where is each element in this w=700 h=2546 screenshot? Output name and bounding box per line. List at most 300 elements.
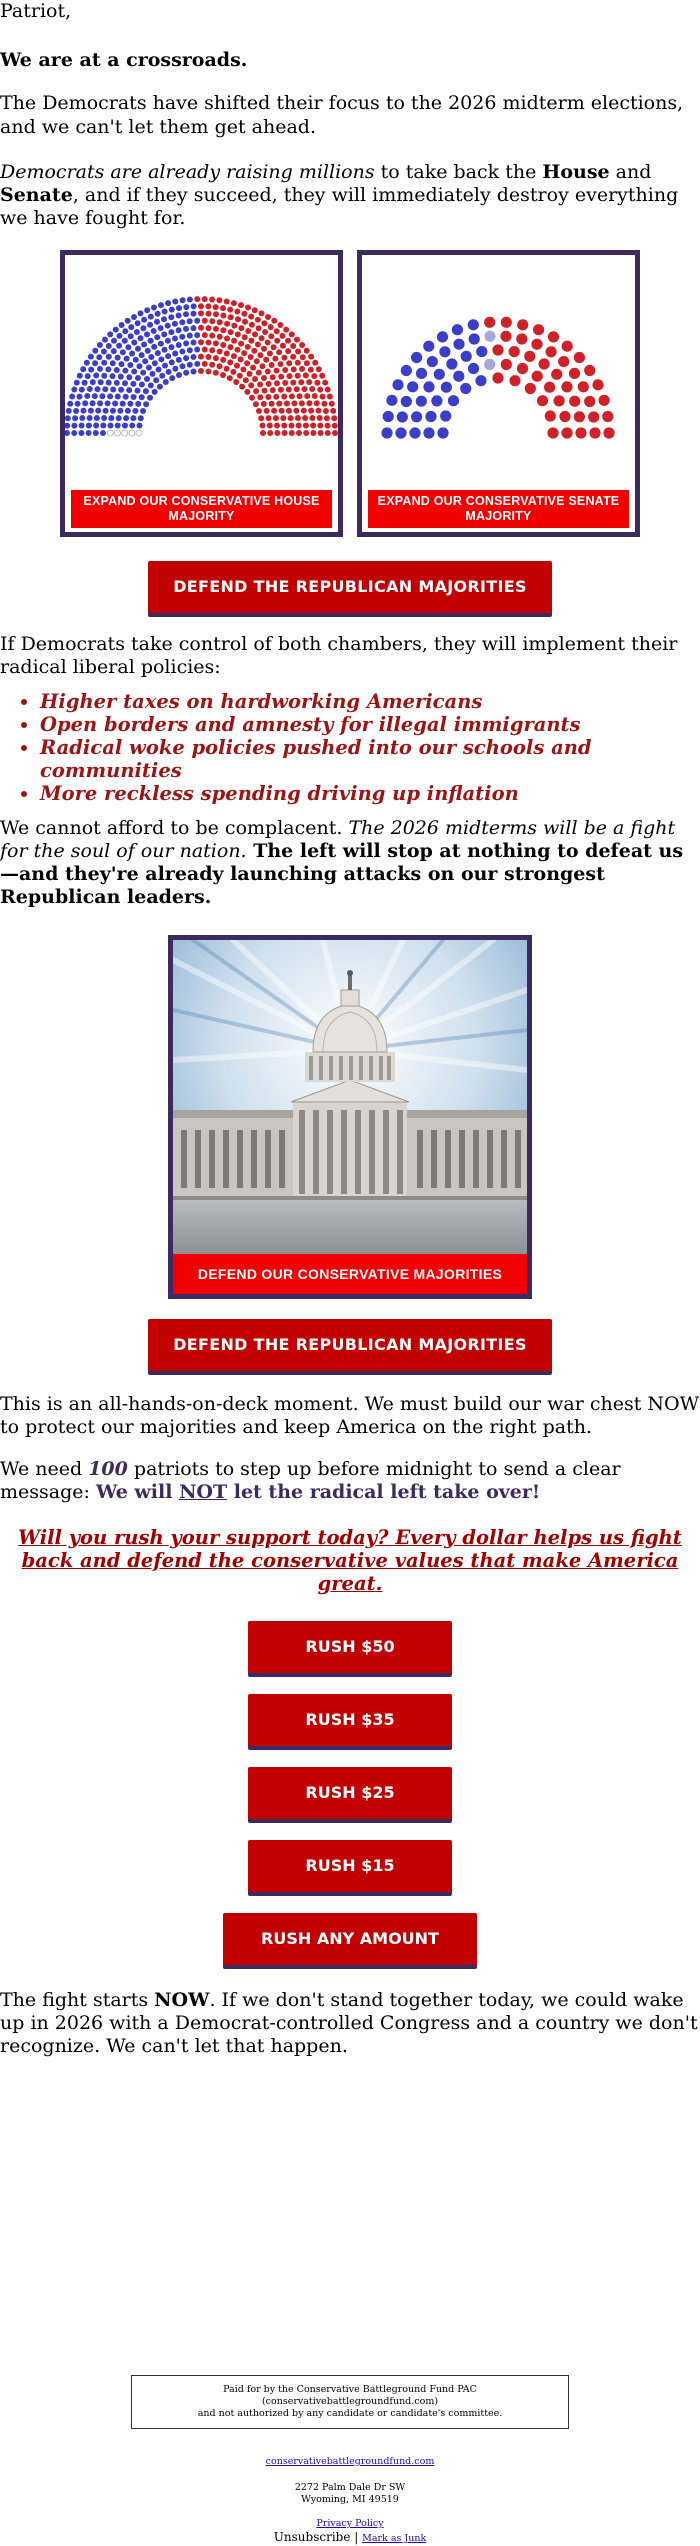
- seat-dot: [561, 428, 572, 439]
- seat-dot: [120, 349, 126, 355]
- seat-dot: [241, 311, 247, 317]
- house-banner[interactable]: EXPAND OUR CONSERVATIVE HOUSE MAJORITY: [71, 490, 332, 528]
- seat-dot: [317, 423, 323, 429]
- seat-dot: [321, 401, 327, 407]
- seat-dot: [172, 336, 178, 342]
- list-item: • More reckless spending driving up inflation: [40, 782, 700, 805]
- seat-dot: [282, 367, 288, 373]
- seat-dot: [274, 338, 280, 344]
- seat-dot: [82, 380, 88, 386]
- seat-dot: [88, 367, 94, 373]
- seat-dot: [282, 430, 288, 436]
- shift-paragraph: The Democrats have shifted their focus to the 2026 midterm elections, and we can't let them get ahead.: [0, 92, 684, 138]
- seat-dot: [115, 394, 121, 400]
- seat-dot: [228, 329, 234, 335]
- seat-dot: [85, 373, 91, 379]
- seat-dot: [231, 353, 237, 359]
- website-link[interactable]: conservativebattlegroundfund.com: [265, 2456, 435, 2467]
- seat-dot: [84, 393, 90, 399]
- seat-dot: [92, 393, 98, 399]
- seat-dot: [165, 300, 171, 306]
- capitol-photo-card[interactable]: [168, 935, 532, 1299]
- seat-dot: [278, 374, 284, 380]
- seat-dot: [98, 380, 104, 386]
- seat-dot: [312, 360, 318, 366]
- seat-dot: [256, 325, 262, 331]
- seat-dot: [112, 401, 118, 407]
- seat-dot: [106, 343, 112, 349]
- seat-dot: [124, 356, 130, 362]
- seat-dot: [603, 428, 614, 439]
- seat-dot: [93, 373, 99, 379]
- seat-dot: [187, 333, 193, 339]
- seat-dot: [88, 354, 94, 360]
- seat-dot: [148, 314, 154, 320]
- seat-dot: [302, 415, 308, 421]
- seat-dot: [122, 430, 128, 436]
- seat-dot: [289, 423, 295, 429]
- seat-dot: [137, 363, 143, 369]
- seat-dot: [302, 386, 308, 392]
- seat-dot: [213, 312, 219, 318]
- seat-dot: [187, 347, 193, 353]
- seat-dot: [151, 328, 157, 334]
- seat-dot: [80, 366, 86, 372]
- seat-dot: [151, 344, 157, 350]
- seat-dot: [115, 355, 121, 361]
- seat-dot: [148, 354, 154, 360]
- seat-dot: [209, 333, 215, 339]
- seat-dot: [213, 326, 219, 332]
- seat-dot: [202, 361, 208, 367]
- seat-dot: [71, 387, 77, 393]
- seat-dot: [569, 368, 580, 379]
- seat-dot: [122, 329, 128, 335]
- seat-dot: [73, 408, 79, 414]
- seat-dot: [169, 344, 175, 350]
- seat-dot: [289, 332, 295, 338]
- seat-dot: [183, 304, 189, 310]
- seat-dot: [116, 415, 122, 421]
- seat-dot: [238, 357, 244, 363]
- seat-dot: [270, 387, 276, 393]
- seat-dot: [158, 302, 164, 308]
- seat-dot: [227, 375, 233, 381]
- seat-dot: [220, 357, 226, 363]
- senate-banner[interactable]: EXPAND OUR CONSERVATIVE SENATE MAJORITY: [368, 490, 629, 528]
- seat-dot: [253, 388, 259, 394]
- seat-dot: [87, 415, 93, 421]
- seat-dot: [290, 354, 296, 360]
- seat-dot: [539, 359, 550, 370]
- seat-dot: [216, 298, 222, 304]
- mark-as-junk-link[interactable]: Mark as Junk: [362, 2532, 427, 2544]
- house-chart-card[interactable]: [60, 250, 343, 537]
- seat-dot: [308, 408, 314, 414]
- seat-dot: [129, 423, 135, 429]
- seat-dot: [319, 373, 325, 379]
- seat-dot: [161, 317, 167, 323]
- seat-dot: [114, 367, 120, 373]
- seat-dot: [303, 423, 309, 429]
- seat-dot: [135, 375, 141, 381]
- seat-dot: [309, 415, 315, 421]
- seat-dot: [231, 338, 237, 344]
- seat-dot: [562, 341, 573, 352]
- seat-dot: [492, 345, 503, 356]
- seat-dot: [299, 366, 305, 372]
- seat-dot: [310, 430, 316, 436]
- seat-dot: [224, 366, 230, 372]
- rush-50-button[interactable]: RUSH $50: [248, 1621, 452, 1673]
- seat-dot: [108, 423, 114, 429]
- seat-dot: [261, 375, 267, 381]
- seat-dot: [273, 415, 279, 421]
- seat-dot: [198, 311, 204, 317]
- seat-dot: [281, 423, 287, 429]
- defend-majorities-button[interactable]: DEFEND THE REPUBLICAN MAJORITIES: [148, 561, 552, 613]
- seat-dot: [115, 423, 121, 429]
- seat-dot: [265, 340, 271, 346]
- seat-dot: [143, 401, 149, 407]
- seat-dot: [90, 401, 96, 407]
- seat-dot: [191, 354, 197, 360]
- seat-dot: [330, 408, 336, 414]
- seat-dot: [547, 428, 558, 439]
- seat-dot: [574, 352, 585, 363]
- seat-dot: [295, 360, 301, 366]
- seat-dot: [322, 380, 328, 386]
- seat-dot: [107, 430, 113, 436]
- seat-dot: [198, 368, 204, 374]
- seat-dot: [296, 423, 302, 429]
- radical-paragraph: If Democrats take control of both chambers, they will implement their radical liberal policies:: [0, 633, 678, 679]
- list-item: • Open borders and amnesty for illegal immigrants: [40, 713, 700, 736]
- seat-dot: [176, 305, 182, 311]
- seat-dot: [440, 411, 451, 422]
- seat-dot: [141, 342, 147, 348]
- seat-dot: [265, 394, 271, 400]
- seat-dot: [308, 367, 314, 373]
- seat-dot: [303, 430, 309, 436]
- seat-dot: [183, 370, 189, 376]
- seat-dot: [602, 411, 613, 422]
- seat-dot: [172, 351, 178, 357]
- seat-dot: [230, 369, 236, 375]
- seat-dot: [439, 346, 450, 357]
- seat-dot: [381, 428, 392, 439]
- seat-dot: [140, 325, 146, 331]
- seat-dot: [306, 379, 312, 385]
- seat-dot: [168, 314, 174, 320]
- seat-dot: [139, 382, 145, 388]
- seat-dot: [82, 401, 88, 407]
- seat-dot: [198, 354, 204, 360]
- seat-dot: [299, 401, 305, 407]
- seat-dot: [123, 394, 129, 400]
- seat-dot: [517, 363, 528, 374]
- seat-dot: [130, 381, 136, 387]
- seat-dot: [548, 332, 559, 343]
- seat-dot: [267, 351, 273, 357]
- seat-dot: [139, 352, 145, 358]
- seat-dot: [114, 430, 120, 436]
- seat-dot: [237, 373, 243, 379]
- seat-dot: [392, 379, 403, 390]
- seat-dot: [509, 346, 520, 357]
- seat-dot: [231, 300, 237, 306]
- seat-dot: [476, 346, 487, 357]
- seat-dot: [290, 343, 296, 349]
- seat-dot: [248, 314, 254, 320]
- seat-dot: [153, 378, 159, 384]
- seat-dot: [255, 342, 261, 348]
- seat-dot: [301, 408, 307, 414]
- seat-dot: [261, 401, 267, 407]
- seat-dot: [191, 304, 197, 310]
- seat-dot: [253, 401, 259, 407]
- seat-dot: [272, 356, 278, 362]
- seat-dot: [274, 381, 280, 387]
- seat-dot: [468, 319, 479, 330]
- seat-dot: [431, 396, 442, 407]
- seat-dot: [105, 401, 111, 407]
- seat-dot: [147, 395, 153, 401]
- seat-dot: [271, 344, 277, 350]
- seat-dot: [544, 382, 555, 393]
- seat-dot: [241, 350, 247, 356]
- seat-dot: [416, 368, 427, 379]
- seat-dot: [248, 338, 254, 344]
- seat-dot: [281, 394, 287, 400]
- seat-dot: [325, 430, 331, 436]
- seat-dot: [129, 351, 135, 357]
- seat-dot: [318, 430, 324, 436]
- seat-dot: [285, 348, 291, 354]
- seat-dot: [154, 335, 160, 341]
- seat-dot: [280, 343, 286, 349]
- seat-dot: [533, 324, 544, 335]
- seat-dot: [289, 430, 295, 436]
- seat-dot: [238, 341, 244, 347]
- photo-banner[interactable]: DEFEND OUR CONSERVATIVE MAJORITIES: [173, 1254, 527, 1294]
- seat-dot: [584, 365, 595, 376]
- seat-dot: [588, 412, 599, 423]
- seat-dot: [118, 387, 124, 393]
- seat-dot: [317, 415, 323, 421]
- rush-35-button[interactable]: RUSH $35: [248, 1694, 452, 1746]
- seat-dot: [71, 423, 77, 429]
- seat-dot: [161, 332, 167, 338]
- seat-dot: [423, 382, 434, 393]
- seat-dot: [180, 364, 186, 370]
- chamber-charts: [60, 250, 640, 537]
- seat-dot: [263, 357, 269, 363]
- seat-dot: [278, 387, 284, 393]
- seat-dot: [155, 311, 161, 317]
- seat-dot: [383, 411, 394, 422]
- list-item: • Higher taxes on hardworking Americans: [40, 690, 700, 713]
- seat-dot: [213, 304, 219, 310]
- seat-dot: [331, 416, 337, 422]
- seat-dot: [152, 360, 158, 366]
- seat-dot: [316, 366, 322, 372]
- seat-dot: [158, 341, 164, 347]
- seat-dot: [102, 387, 108, 393]
- seat-dot: [129, 430, 135, 436]
- seat-dot: [295, 349, 301, 355]
- seat-dot: [187, 362, 193, 368]
- seat-dot: [165, 353, 171, 359]
- seat-dot: [148, 383, 154, 389]
- footer: [0, 2375, 700, 2546]
- seat-dot: [423, 341, 434, 352]
- seat-dot: [158, 357, 164, 363]
- seat-dot: [262, 329, 268, 335]
- seat-dot: [176, 342, 182, 348]
- seat-dot: [194, 318, 200, 324]
- seat-dot: [578, 381, 589, 392]
- seat-dot: [247, 371, 253, 377]
- seat-dot: [180, 298, 186, 304]
- seat-dot: [251, 348, 257, 354]
- defend-majorities-button-2[interactable]: DEFEND THE REPUBLICAN MAJORITIES: [148, 1319, 552, 1371]
- seat-dot: [176, 313, 182, 319]
- seat-dot: [238, 302, 244, 308]
- seat-dot: [95, 386, 101, 392]
- seat-dot: [169, 360, 175, 366]
- seat-dot: [592, 379, 603, 390]
- seat-dot: [453, 339, 464, 350]
- seat-dot: [105, 367, 111, 373]
- seat-dot: [484, 359, 495, 370]
- seat-dot: [261, 346, 267, 352]
- seat-dot: [274, 329, 280, 335]
- seat-dot: [276, 401, 282, 407]
- seat-dot: [134, 329, 140, 335]
- rush-any-amount-button[interactable]: RUSH ANY AMOUNT: [223, 1913, 477, 1965]
- seat-dot: [77, 394, 83, 400]
- seat-dot: [500, 331, 511, 342]
- seat-dot: [106, 380, 112, 386]
- seat-dot: [266, 415, 272, 421]
- seat-dot: [114, 380, 120, 386]
- seat-dot: [120, 401, 126, 407]
- seat-dot: [217, 349, 223, 355]
- greeting: Patriot,: [0, 0, 72, 22]
- seat-dot: [122, 381, 128, 387]
- seat-dot: [142, 359, 148, 365]
- seat-dot: [81, 408, 87, 414]
- seat-dot: [209, 347, 215, 353]
- seat-dot: [304, 393, 310, 399]
- seat-dot: [86, 423, 92, 429]
- seat-dot: [245, 305, 251, 311]
- seat-dot: [131, 394, 137, 400]
- seat-dot: [239, 384, 245, 390]
- unsubscribe-link[interactable]: Unsubscribe: [273, 2529, 351, 2544]
- seat-dot: [217, 334, 223, 340]
- seat-dot: [271, 408, 277, 414]
- seat-dot: [293, 408, 299, 414]
- seat-dot: [286, 387, 292, 393]
- need-patriots-paragraph: We need 100 patriots to step up before midnight to send a clear message: We will NOT let the radical left take over!: [0, 1457, 621, 1503]
- seat-dot: [254, 359, 260, 365]
- seat-dot: [119, 361, 125, 367]
- seat-dot: [191, 325, 197, 331]
- support-appeal-link[interactable]: Will you rush your support today? Every dollar helps us fight back and defend the conservative values that make America great.: [18, 1525, 682, 1595]
- seat-dot: [93, 423, 99, 429]
- seat-dot: [423, 428, 434, 439]
- seat-dot: [209, 297, 215, 303]
- seat-dot: [234, 363, 240, 369]
- seat-dot: [332, 423, 338, 429]
- seat-dot: [183, 312, 189, 318]
- seat-dot: [311, 373, 317, 379]
- seat-dot: [86, 430, 92, 436]
- seat-dot: [135, 320, 141, 326]
- seat-dot: [165, 323, 171, 329]
- seat-dot: [151, 305, 157, 311]
- house-hemicycle-chart: [65, 255, 338, 490]
- seat-dot: [306, 401, 312, 407]
- seat-dot: [267, 430, 273, 436]
- seat-dot: [317, 387, 323, 393]
- seat-dot: [67, 401, 73, 407]
- seat-dot: [126, 374, 132, 380]
- seat-dot: [248, 354, 254, 360]
- seat-dot: [101, 360, 107, 366]
- seat-dot: [213, 341, 219, 347]
- senate-chart-card[interactable]: [357, 250, 640, 537]
- seat-dot: [310, 423, 316, 429]
- seat-dot: [279, 408, 285, 414]
- seat-dot: [233, 379, 239, 385]
- seat-dot: [103, 408, 109, 414]
- seat-dot: [484, 331, 495, 342]
- seat-dot: [213, 370, 219, 376]
- seat-dot: [220, 372, 226, 378]
- seat-dot: [183, 326, 189, 332]
- seat-dot: [289, 394, 295, 400]
- seat-dot: [252, 308, 258, 314]
- seat-dot: [599, 395, 610, 406]
- seat-dot: [256, 408, 262, 414]
- seat-dot: [187, 297, 193, 303]
- seat-dot: [106, 354, 112, 360]
- seat-dot: [135, 401, 141, 407]
- seat-dot: [152, 389, 158, 395]
- seat-dot: [144, 332, 150, 338]
- seat-dot: [162, 347, 168, 353]
- seat-dot: [217, 364, 223, 370]
- seat-dot: [158, 325, 164, 331]
- rush-15-button[interactable]: RUSH $15: [248, 1840, 452, 1892]
- seat-dot: [65, 416, 71, 422]
- rush-25-button[interactable]: RUSH $25: [248, 1767, 452, 1819]
- seat-dot: [270, 374, 276, 380]
- seat-dot: [227, 307, 233, 313]
- privacy-policy-link[interactable]: Privacy Policy: [316, 2518, 384, 2530]
- seat-dot: [90, 379, 96, 385]
- seat-dot: [138, 336, 144, 342]
- seat-dot: [546, 346, 557, 357]
- seat-dot: [235, 347, 241, 353]
- seat-dot: [141, 317, 147, 323]
- seat-dot: [156, 367, 162, 373]
- seat-dot: [228, 344, 234, 350]
- seat-dot: [79, 387, 85, 393]
